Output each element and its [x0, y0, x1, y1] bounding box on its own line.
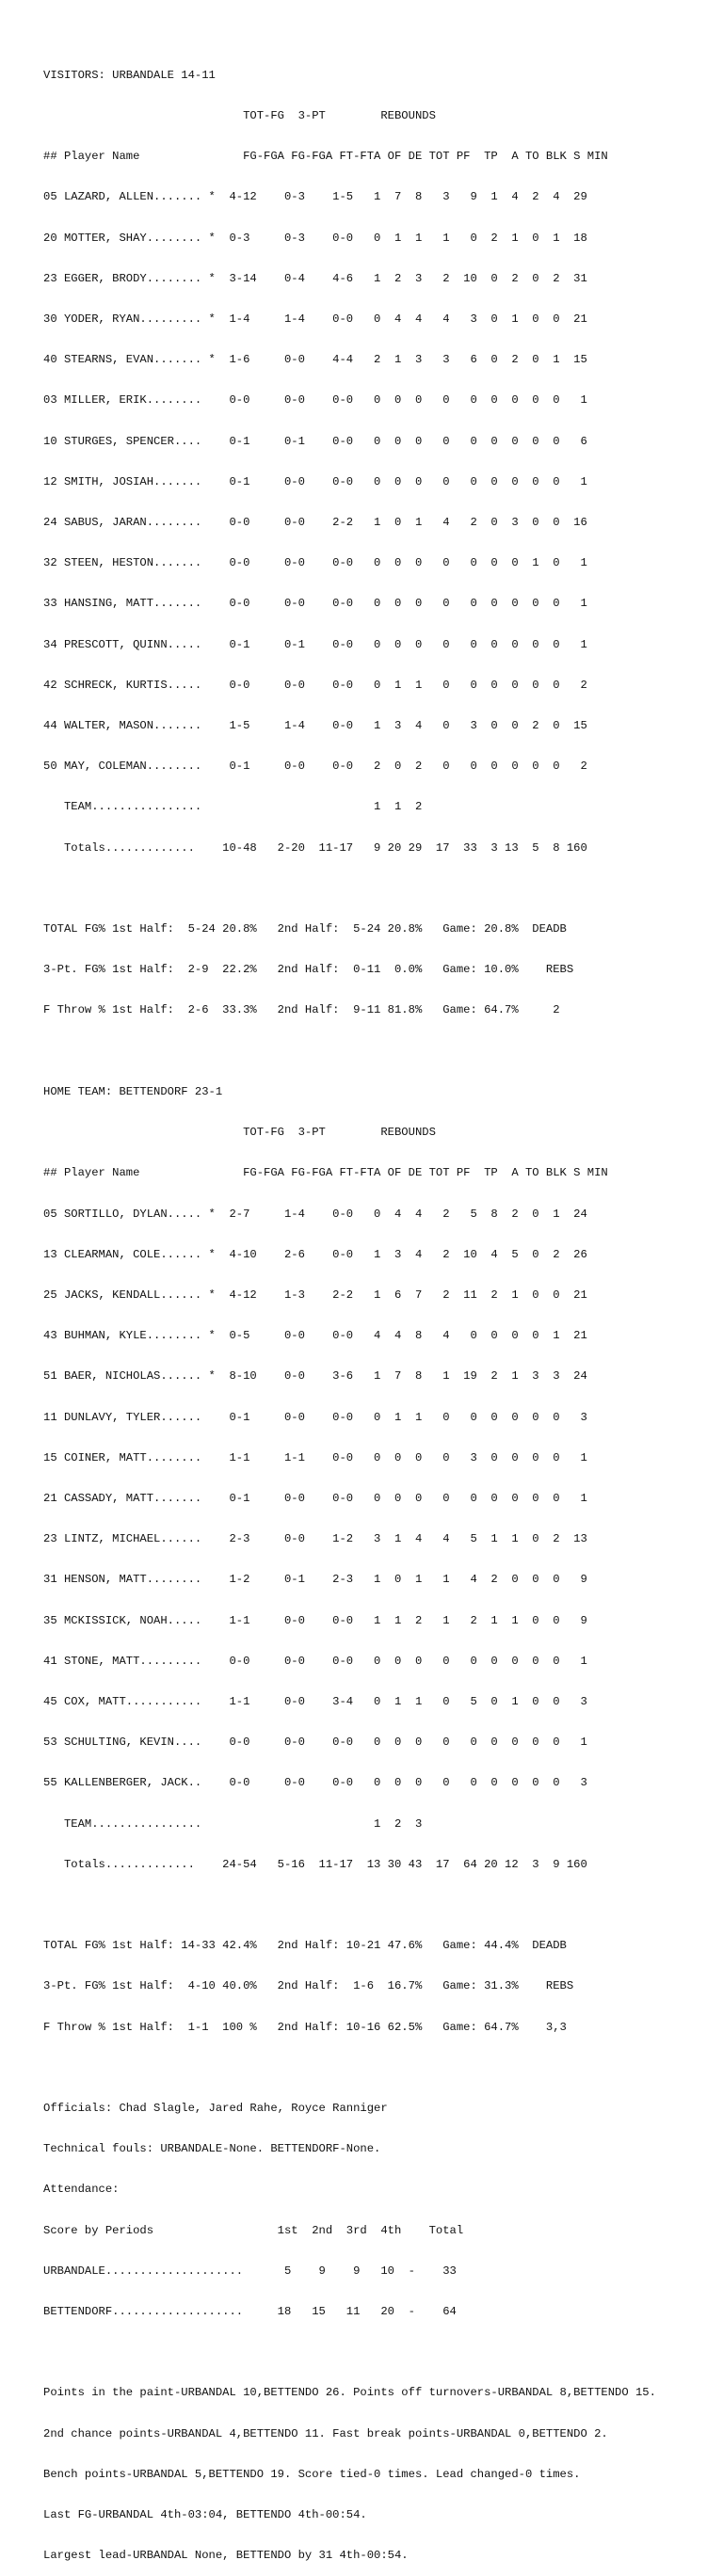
home-totals-row: Totals............. 24-54 5-16 11-17 13 30 43 17 64 20 12 3 9 160 [43, 1857, 587, 1871]
home-player-row: 41 STONE, MATT......... 0-0 0-0 0-0 0 0 0 0 0 0 0 0 0 1 [43, 1654, 587, 1668]
game-note: Bench points-URBANDAL 5,BETTENDO 19. Score tied-0 times. Lead changed-0 times. [43, 2467, 581, 2481]
home-player-row: 25 JACKS, KENDALL...... * 4-12 1-3 2-2 1 6 7 2 11 2 1 0 0 21 [43, 1288, 587, 1302]
home-player-row: 13 CLEARMAN, COLE...... * 4-10 2-6 0-0 1 3 4 2 10 4 5 0 2 26 [43, 1247, 587, 1261]
home-player-row: 31 HENSON, MATT........ 1-2 0-1 2-3 1 0 1 1 4 2 0 0 0 9 [43, 1573, 587, 1587]
visitors-player-row: 05 LAZARD, ALLEN....... * 4-12 0-3 1-5 1 7 8 3 9 1 4 2 4 29 [43, 190, 587, 204]
visitors-player-row: 40 STEARNS, EVAN....... * 1-6 0-0 4-4 2 1 3 3 6 0 2 0 1 15 [43, 353, 587, 367]
visitors-column-header-2: ## Player Name FG-FGA FG-FGA FT-FTA OF DE TOT PF TP A TO BLK S MIN [43, 150, 608, 164]
score-row-urbandale: URBANDALE.................... 5 9 9 10 - 33 [43, 2264, 457, 2278]
box-score-document [43, 41, 656, 2576]
game-note: 2nd chance points-URBANDAL 4,BETTENDO 11. Fast break points-URBANDAL 0,BETTENDO 2. [43, 2426, 608, 2440]
visitors-ft-stats: F Throw % 1st Half: 2-6 33.3% 2nd Half: 9-11 81.8% Game: 64.7% 2 [43, 1003, 560, 1017]
score-by-periods-header: Score by Periods 1st 2nd 3rd 4th Total [43, 2223, 464, 2237]
home-player-row: 55 KALLENBERGER, JACK.. 0-0 0-0 0-0 0 0 0 0 0 0 0 0 0 3 [43, 1776, 587, 1790]
home-column-header-1: TOT-FG 3-PT REBOUNDS [43, 1126, 436, 1140]
home-3pt-stats: 3-Pt. FG% 1st Half: 4-10 40.0% 2nd Half: 1-6 16.7% Game: 31.3% REBS [43, 1979, 574, 1993]
visitors-player-row: 30 YODER, RYAN......... * 1-4 1-4 0-0 0 4 4 4 3 0 1 0 0 21 [43, 312, 587, 327]
visitors-totals-row: Totals............. 10-48 2-20 11-17 9 20 29 17 33 3 13 5 8 160 [43, 840, 587, 855]
home-player-row: 45 COX, MATT........... 1-1 0-0 3-4 0 1 1 0 5 0 1 0 0 3 [43, 1694, 587, 1708]
home-player-row: 21 CASSADY, MATT....... 0-1 0-0 0-0 0 0 0 0 0 0 0 0 0 1 [43, 1491, 587, 1505]
technical-fouls-line: Technical fouls: URBANDALE-None. BETTENDORF-None. [43, 2142, 381, 2156]
visitors-player-row: 23 EGGER, BRODY........ * 3-14 0-4 4-6 1 2 3 2 10 0 2 0 2 31 [43, 271, 587, 285]
score-row-bettendorf: BETTENDORF................... 18 15 11 20 - 64 [43, 2304, 457, 2318]
visitors-player-row: 44 WALTER, MASON....... 1-5 1-4 0-0 1 3 4 0 3 0 0 2 0 15 [43, 719, 587, 733]
home-team-row: TEAM................ 1 2 3 [43, 1816, 423, 1831]
visitors-player-row: 33 HANSING, MATT....... 0-0 0-0 0-0 0 0 0 0 0 0 0 0 0 1 [43, 597, 587, 611]
visitors-player-row: 32 STEEN, HESTON....... 0-0 0-0 0-0 0 0 0 0 0 0 0 1 0 1 [43, 556, 587, 570]
visitors-player-row: 03 MILLER, ERIK........ 0-0 0-0 0-0 0 0 0 0 0 0 0 0 0 1 [43, 393, 587, 408]
home-player-row: 43 BUHMAN, KYLE........ * 0-5 0-0 0-0 4 4 8 4 0 0 0 0 1 21 [43, 1329, 587, 1343]
home-player-row: 05 SORTILLO, DYLAN..... * 2-7 1-4 0-0 0 4 4 2 5 8 2 0 1 24 [43, 1207, 587, 1221]
game-note: Last FG-URBANDAL 4th-03:04, BETTENDO 4th-00:54. [43, 2508, 367, 2521]
visitors-player-row: 12 SMITH, JOSIAH....... 0-1 0-0 0-0 0 0 0 0 0 0 0 0 0 1 [43, 474, 587, 488]
visitors-player-row: 34 PRESCOTT, QUINN..... 0-1 0-1 0-0 0 0 0 0 0 0 0 0 0 1 [43, 637, 587, 651]
visitors-header: VISITORS: URBANDALE 14-11 [43, 68, 216, 82]
home-player-row: 53 SCHULTING, KEVIN.... 0-0 0-0 0-0 0 0 0 0 0 0 0 0 0 1 [43, 1736, 587, 1750]
home-player-row: 23 LINTZ, MICHAEL...... 2-3 0-0 1-2 3 1 4 4 5 1 1 0 2 13 [43, 1532, 587, 1546]
home-fg-stats: TOTAL FG% 1st Half: 14-33 42.4% 2nd Half: 10-21 47.6% Game: 44.4% DEADB [43, 1939, 567, 1953]
home-player-row: 11 DUNLAVY, TYLER...... 0-1 0-0 0-0 0 1 1 0 0 0 0 0 0 3 [43, 1410, 587, 1424]
visitors-team-row: TEAM................ 1 1 2 [43, 800, 423, 814]
visitors-player-row: 24 SABUS, JARAN........ 0-0 0-0 2-2 1 0 1 4 2 0 3 0 0 16 [43, 516, 587, 530]
home-player-row: 51 BAER, NICHOLAS...... * 8-10 0-0 3-6 1 7 8 1 19 2 1 3 3 24 [43, 1369, 587, 1384]
officials-line: Officials: Chad Slagle, Jared Rahe, Royce Ranniger [43, 2101, 388, 2115]
attendance-line: Attendance: [43, 2183, 120, 2197]
home-ft-stats: F Throw % 1st Half: 1-1 100 % 2nd Half: 10-16 62.5% Game: 64.7% 3,3 [43, 2020, 567, 2034]
game-note: Points in the paint-URBANDAL 10,BETTENDO 26. Points off turnovers-URBANDAL 8,BETTENDO 15. [43, 2386, 656, 2400]
visitors-player-row: 10 STURGES, SPENCER.... 0-1 0-1 0-0 0 0 0 0 0 0 0 0 0 6 [43, 434, 587, 448]
visitors-column-header-1: TOT-FG 3-PT REBOUNDS [43, 109, 436, 123]
home-player-row: 15 COINER, MATT........ 1-1 1-1 0-0 0 0 0 0 3 0 0 0 0 1 [43, 1450, 587, 1464]
visitors-player-row: 50 MAY, COLEMAN........ 0-1 0-0 0-0 2 0 2 0 0 0 0 0 0 2 [43, 760, 587, 774]
game-note: Largest lead-URBANDAL None, BETTENDO by 31 4th-00:54. [43, 2549, 409, 2563]
visitors-3pt-stats: 3-Pt. FG% 1st Half: 2-9 22.2% 2nd Half: 0-11 0.0% Game: 10.0% REBS [43, 963, 574, 977]
home-header: HOME TEAM: BETTENDORF 23-1 [43, 1084, 223, 1098]
visitors-fg-stats: TOTAL FG% 1st Half: 5-24 20.8% 2nd Half: 5-24 20.8% Game: 20.8% DEADB [43, 922, 567, 936]
visitors-player-row: 20 MOTTER, SHAY........ * 0-3 0-3 0-0 0 1 1 1 0 2 1 0 1 18 [43, 231, 587, 245]
home-column-header-2: ## Player Name FG-FGA FG-FGA FT-FTA OF DE TOT PF TP A TO BLK S MIN [43, 1166, 608, 1180]
visitors-player-row: 42 SCHRECK, KURTIS..... 0-0 0-0 0-0 0 1 1 0 0 0 0 0 0 2 [43, 678, 587, 692]
home-player-row: 35 MCKISSICK, NOAH..... 1-1 0-0 0-0 1 1 2 1 2 1 1 0 0 9 [43, 1613, 587, 1627]
